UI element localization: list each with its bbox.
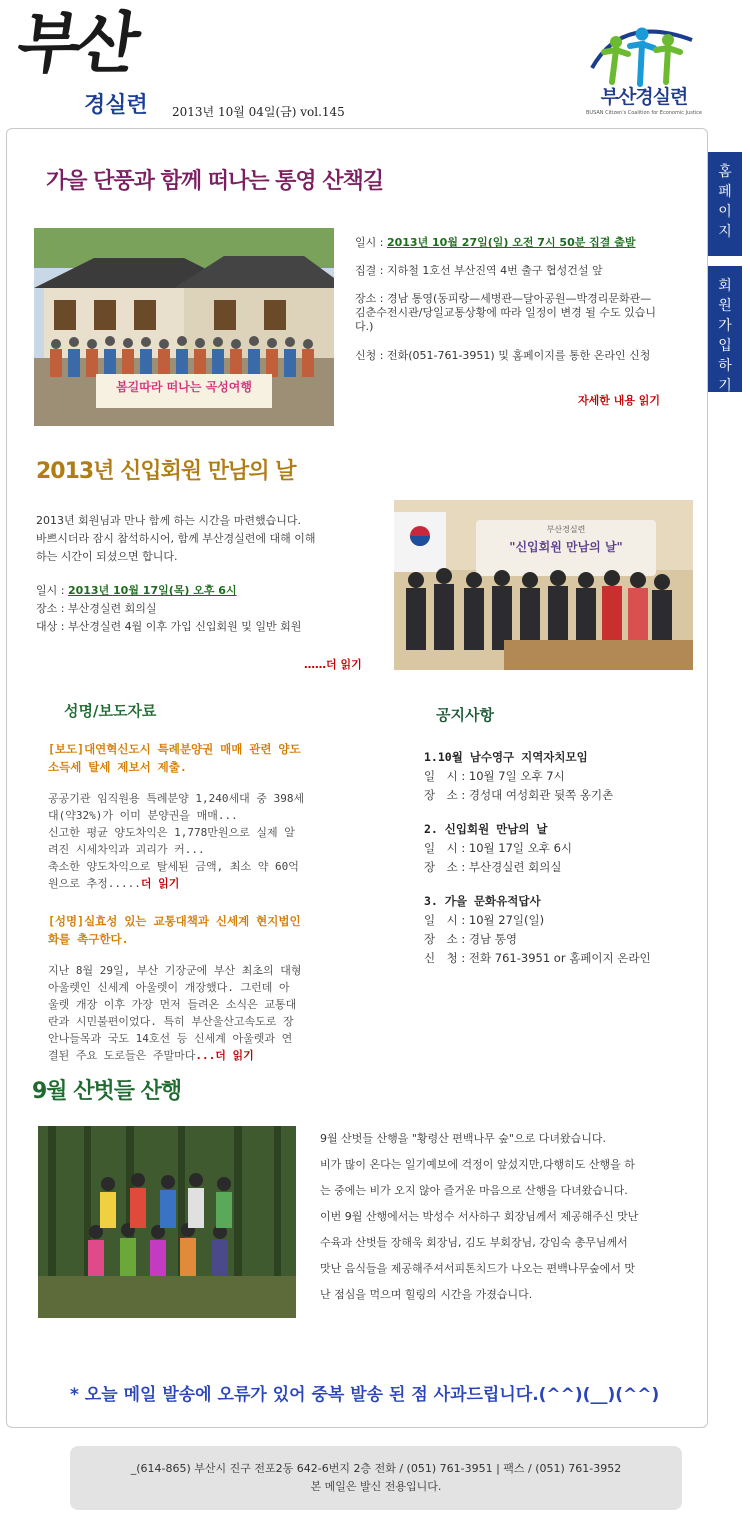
newmember-group-photo xyxy=(394,500,693,670)
walk-group-photo xyxy=(34,228,334,426)
join-tab-char: 기 xyxy=(718,378,732,394)
issue-date: 2013년 10월 04일(금) vol.145 xyxy=(172,105,345,119)
newsletter-header xyxy=(0,0,750,128)
hike-title: 9월 산벗들 산행 xyxy=(32,1079,182,1104)
hike-description xyxy=(320,1126,638,1308)
newmember-intro-line: 2013년 회원님과 만나 함께 하는 시간을 마련했습니다. xyxy=(36,514,301,527)
press-body-line: 아울렛인 신세계 아울렛이 개장했다. 그런데 아 xyxy=(48,981,290,994)
newmember-title: 2013년 신입회원 만남의 날 xyxy=(36,459,296,484)
walk-place-line: 김춘수전시관/당일교통상황에 따라 일정이 변경 될 수도 있습니 xyxy=(355,306,656,319)
walk-date-link[interactable]: 2013년 10월 27일(일) 오전 7시 50분 집결 출발 xyxy=(386,236,636,249)
join-tab-char: 하 xyxy=(718,358,732,374)
brush-logo: 부산 xyxy=(12,4,139,82)
home-tab[interactable] xyxy=(708,152,742,256)
hike-line: 난 점심을 먹으며 힐링의 시간을 가졌습니다. xyxy=(320,1288,533,1301)
press-body-line: 원으로 추정..... xyxy=(48,877,141,890)
press-body-line: 안나들목과 국도 14호선 등 신세계 아울렛과 연 xyxy=(48,1032,293,1045)
footer xyxy=(70,1446,682,1510)
press-body-line: 란과 시민불편이었다. 특히 부산울산고속도로 장 xyxy=(48,1015,294,1028)
press-item-1-body xyxy=(48,790,304,892)
home-tab-char: 지 xyxy=(718,224,732,240)
notice-line: 장 소 : 경남 통영 xyxy=(424,932,517,946)
join-tab[interactable] xyxy=(708,266,742,392)
newmember-intro-line: 하는 시간이 되셨으면 합니다. xyxy=(36,550,178,563)
newmember-place: 장소 : 부산경실련 회의실 xyxy=(36,602,157,615)
notice-item xyxy=(424,820,572,877)
apology-notice: * 오늘 메일 발송에 오류가 있어 중복 발송 된 점 사과드립니다.(^^)(__)(^^) xyxy=(70,1385,660,1405)
newmember-date xyxy=(36,582,237,600)
join-tab-char: 회 xyxy=(718,278,732,294)
press-heading: 성명/보도자료 xyxy=(64,702,157,720)
notice-title[interactable]: 3. 가을 문화유적답사 xyxy=(424,894,541,908)
press-title-line: 소득세 탈세 제보서 제출. xyxy=(48,760,187,774)
walk-place-line: 장소 : 경남 통영(동피랑—세병관—달아공원—박경리문화관— xyxy=(355,292,652,305)
notice-line: 일 시 : 10월 27일(일) xyxy=(424,913,545,927)
brand-subtitle: 경실련 xyxy=(84,93,148,118)
walk-more-link[interactable]: 자세한 내용 읽기 xyxy=(578,394,661,407)
notices-heading: 공지사항 xyxy=(436,706,494,724)
hike-line: 수육과 산벗들 장해욱 회장님, 김도 부회장님, 강임숙 총무님께서 xyxy=(320,1236,628,1249)
notice-line: 장 소 : 경성대 여성회관 뒷쪽 옹기촌 xyxy=(424,788,614,802)
join-tab-char: 가 xyxy=(718,318,732,334)
press-body-line: 공공기관 임직원용 특례분양 1,240세대 중 398세 xyxy=(48,792,305,805)
home-tab-char: 홈 xyxy=(718,164,732,180)
press-item-1-more-link[interactable]: 더 읽기 xyxy=(140,877,180,890)
home-tab-char: 페 xyxy=(718,184,732,200)
notice-line: 일 시 : 10월 7일 오후 7시 xyxy=(424,769,565,783)
press-title-line: 화를 촉구한다. xyxy=(48,932,129,946)
notice-title[interactable]: 1.10월 남수영구 지역자치모임 xyxy=(424,750,588,764)
newmember-photo-banner-small: 부산경실련 xyxy=(546,525,586,534)
walk-date-label: 일시 : xyxy=(355,236,387,249)
newmember-intro xyxy=(36,512,376,566)
notice-title[interactable]: 2. 신입회원 만남의 날 xyxy=(424,822,548,836)
notice-item xyxy=(424,748,613,805)
org-name: 부산경실련 xyxy=(600,86,688,108)
press-body-line: 려진 시세차익과 괴리가 커... xyxy=(48,843,205,856)
notice-item xyxy=(424,892,651,968)
newmember-photo-banner: "신입회원 만남의 날" xyxy=(509,540,623,554)
hike-line: 이번 9월 산행에서는 박성수 서사하구 회장님께서 제공해주신 맛난 xyxy=(320,1210,639,1223)
press-item-2-title[interactable] xyxy=(48,912,301,948)
notice-line: 장 소 : 부산경실련 회의실 xyxy=(424,860,562,874)
hike-group-photo xyxy=(38,1126,296,1318)
notice-line: 일 시 : 10월 17일 오후 6시 xyxy=(424,841,572,855)
walk-title: 가을 단풍과 함께 떠나는 통영 산책길 xyxy=(46,169,384,194)
hike-line: 맛난 음식들을 제공해주셔서피톤치드가 나오는 편백나무숲에서 맛 xyxy=(320,1262,636,1275)
press-body-line: 대(약32%)가 이미 분양권을 매매... xyxy=(48,809,238,822)
newmember-target: 대상 : 부산경실련 4월 이후 가입 신입회원 및 일반 회원 xyxy=(36,620,302,633)
hike-line: 9월 산벗들 산행을 "황령산 편백나무 숲"으로 다녀왔습니다. xyxy=(320,1132,606,1145)
press-body-line: 결된 주요 도로들은 주말마다 xyxy=(48,1049,196,1062)
notice-line: 신 청 : 전화 761-3951 or 홈페이지 온라인 xyxy=(424,951,651,965)
press-body-line: 축소한 양도차익으로 탈세된 금액, 최소 약 60억 xyxy=(48,860,299,873)
org-name-english: BUSAN Citizen's Coalition for Economic Justice xyxy=(585,110,702,116)
press-body-line: 지난 8월 29일, 부산 기장군에 부산 최초의 대형 xyxy=(48,964,302,977)
join-tab-char: 입 xyxy=(718,338,732,354)
walk-place-line: 다.) xyxy=(355,320,374,333)
footer-note: 본 메일은 발신 전용입니다. xyxy=(310,1480,442,1493)
newmember-date-link[interactable]: 2013년 10월 17일(목) 오후 6시 xyxy=(67,584,237,597)
newmember-date-label: 일시 : xyxy=(36,584,68,597)
newmember-intro-line: 바쁘시더라 잠시 참석하시어, 함께 부산경실련에 대해 이해 xyxy=(36,532,316,545)
walk-meet: 집결 : 지하철 1호선 부산진역 4번 출구 협성건설 앞 xyxy=(355,264,603,277)
hike-line: 비가 많이 온다는 일기예보에 걱정이 앞섰지만,다행히도 산행을 하 xyxy=(320,1158,635,1171)
press-title-line: [성명]실효성 있는 교통대책과 신세계 현지법인 xyxy=(48,914,301,928)
walk-place xyxy=(355,292,690,334)
press-body-line: 신고한 평균 양도차익은 1,778만원으로 실제 알 xyxy=(48,826,295,839)
walk-apply: 신청 : 전화(051-761-3951) 및 홈페이지를 통한 온라인 신청 xyxy=(355,349,651,362)
press-body-line: 울렛 개장 이후 가장 먼저 들려온 소식은 교통대 xyxy=(48,998,297,1011)
walk-date xyxy=(355,236,636,250)
press-title-line: [보도]대연혁신도시 특례분양권 매매 관련 양도 xyxy=(48,742,301,756)
newmember-more-link[interactable]: ……더 읽기 xyxy=(304,658,362,671)
home-tab-char: 이 xyxy=(718,204,732,220)
walk-photo-banner: 봄길따라 떠나는 곡성여행 xyxy=(116,380,252,394)
press-item-2-more-link[interactable]: ...더 읽기 xyxy=(195,1049,254,1062)
hike-line: 는 중에는 비가 오지 않아 즐거운 마음으로 산행을 다녀왔습니다. xyxy=(320,1184,628,1197)
press-item-2-body xyxy=(48,962,302,1064)
press-item-1-title[interactable] xyxy=(48,740,301,776)
join-tab-char: 원 xyxy=(718,298,732,314)
footer-address: _(614-865) 부산시 진구 전포2동 642-6번지 2층 전화 / (051) 761-3951 | 팩스 / (051) 761-3952 xyxy=(130,1462,622,1475)
